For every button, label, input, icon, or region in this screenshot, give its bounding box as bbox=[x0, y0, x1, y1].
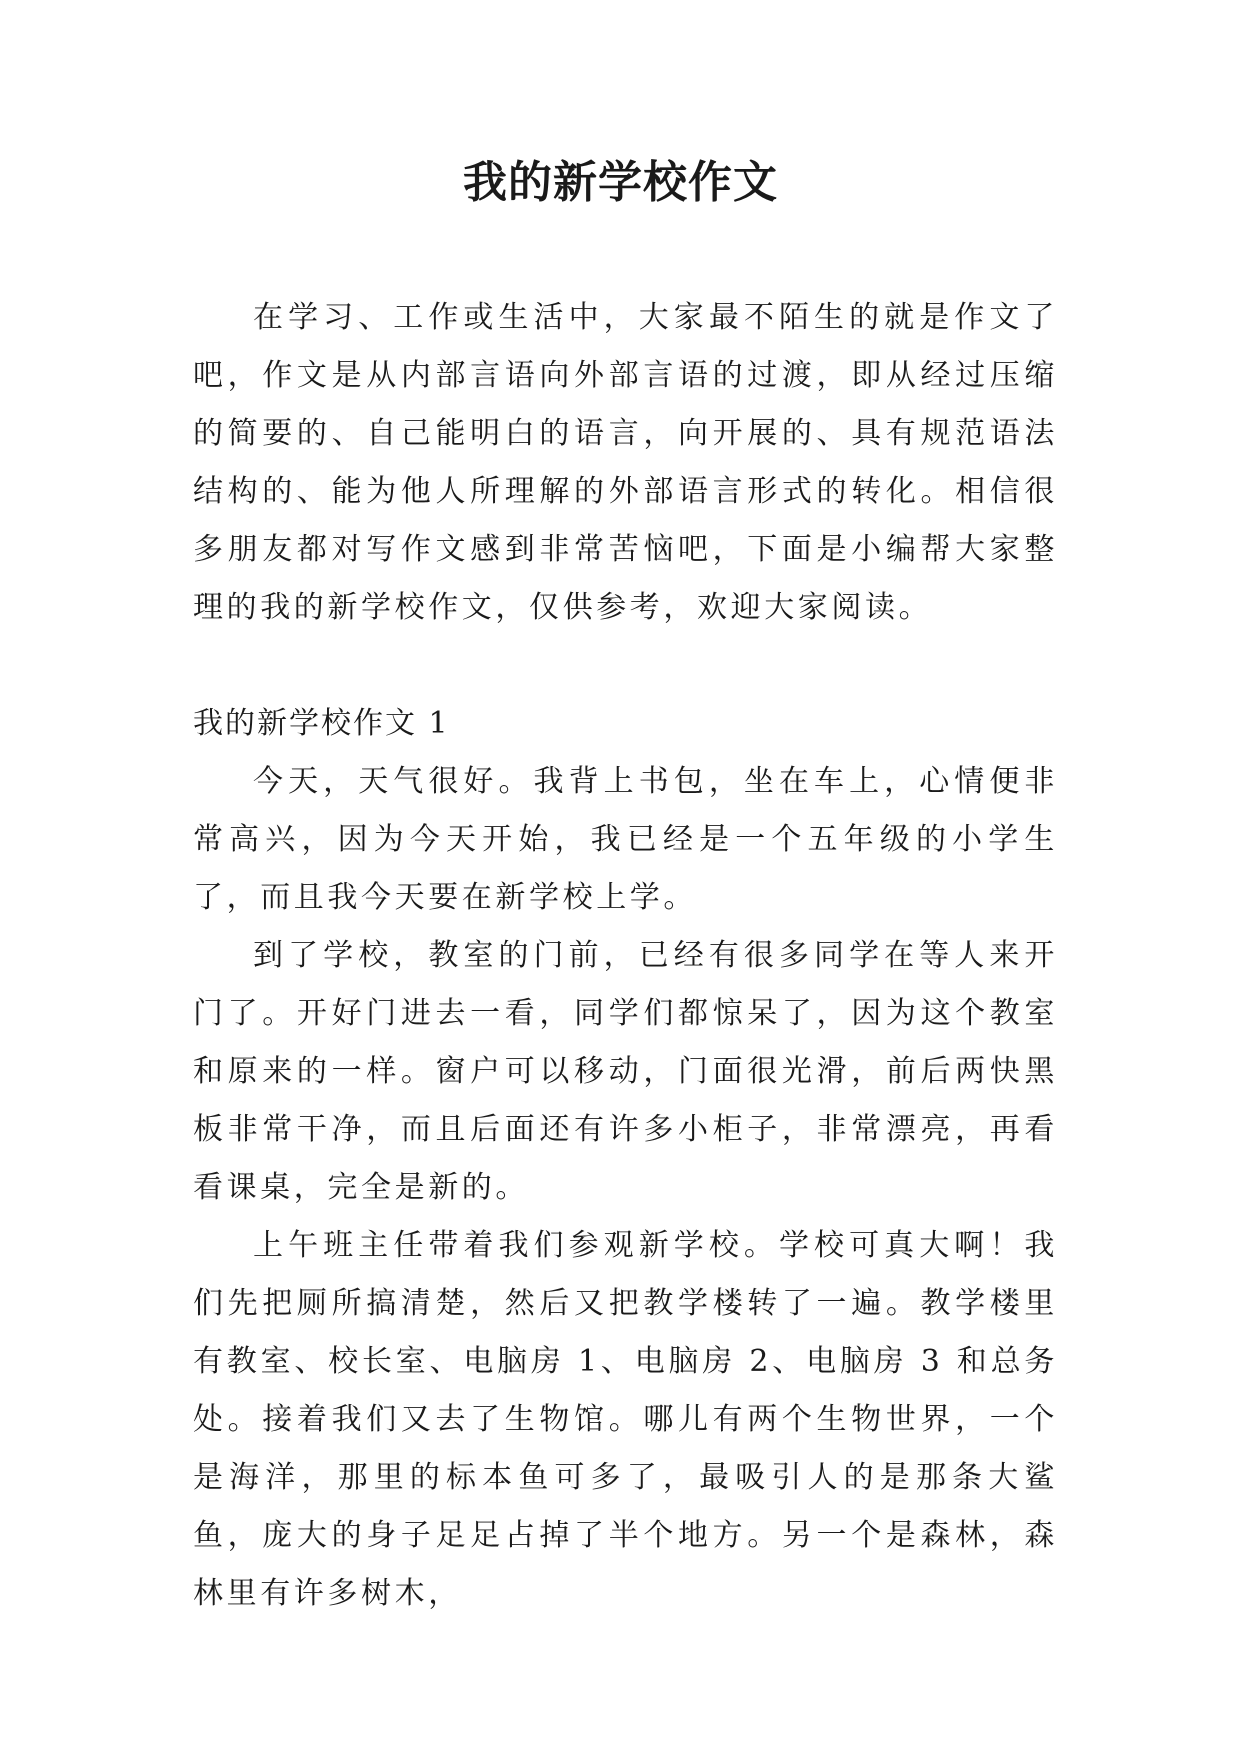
document-body bbox=[193, 289, 1058, 1623]
body-paragraph-2: 到了学校，教室的门前，已经有很多同学在等人来开门了。开好门进去一看，同学们都惊呆了，因为这个教室和原来的一样。窗户可以移动，门面很光滑，前后两快黑板非常干净，而且后面还有许多小柜子，非常漂亮，再看看课桌，完全是新的。 bbox=[193, 938, 1058, 1205]
body-paragraph-1: 今天，天气很好。我背上书包，坐在车上，心情便非常高兴，因为今天开始，我已经是一个五年级的小学生了，而且我今天要在新学校上学。 bbox=[193, 764, 1058, 915]
intro-paragraph: 在学习、工作或生活中，大家最不陌生的就是作文了吧，作文是从内部言语向外部言语的过渡，即从经过压缩的简要的、自己能明白的语言，向开展的、具有规范语法结构的、能为他人所理解的外部语言形式的转化。相信很多朋友都对写作文感到非常苦恼吧，下面是小编帮大家整理的我的新学校作文，仅供参考，欢迎大家阅读。 bbox=[193, 300, 1058, 625]
document-title: 我的新学校作文 bbox=[463, 157, 778, 208]
section-heading: 我的新学校作文 1 bbox=[193, 706, 450, 741]
body-paragraph-3: 上午班主任带着我们参观新学校。学校可真大啊！我们先把厕所搞清楚，然后又把教学楼转了一遍。教学楼里有教室、校长室、电脑房 1、电脑房 2、电脑房 3 和总务处。接着我们又去了生物馆。哪儿有两个生物世界，一个是海洋，那里的标本鱼可多了，最吸引人的是那条大鲨鱼，庞大的身子足足占掉了半个地方。另一个是森林，森林里有许多树木， bbox=[193, 1228, 1058, 1611]
